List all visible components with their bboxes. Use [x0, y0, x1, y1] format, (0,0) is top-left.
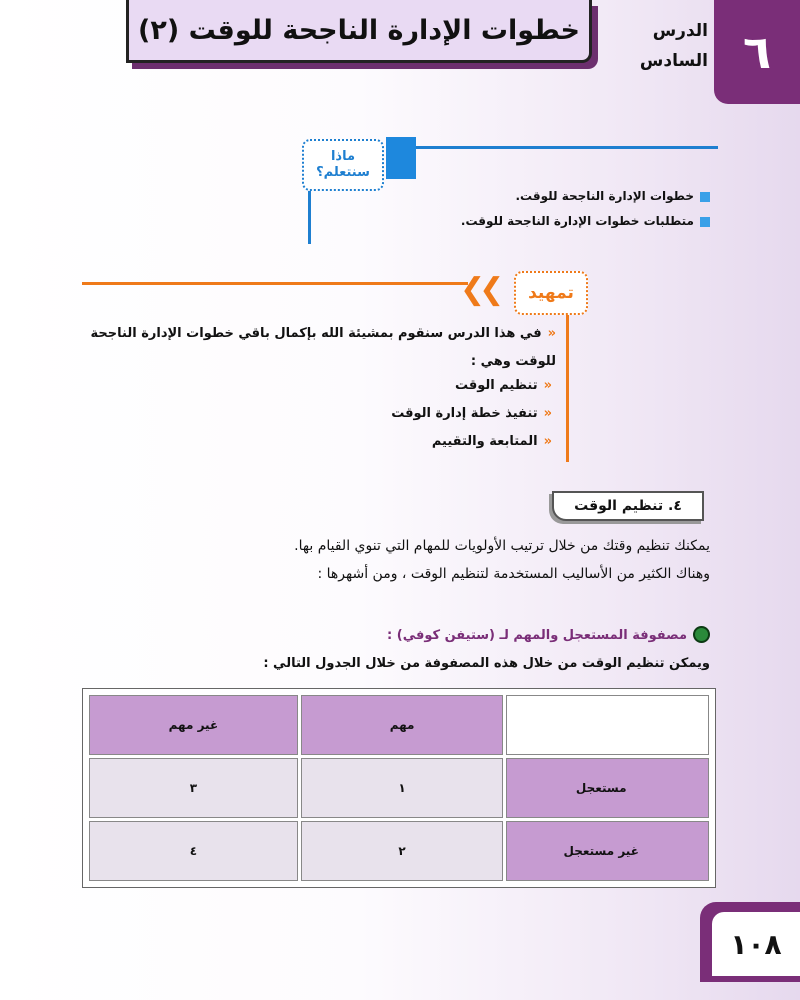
square-bullet-icon: [700, 217, 710, 227]
intro-line1: «في هذا الدرس سنقوم بمشيئة الله بإكمال باقي خطوات الإدارة الناجحة: [90, 326, 556, 341]
green-circle-bullet-icon: [693, 626, 710, 643]
lesson-label-line2: السادس: [639, 51, 708, 71]
chevron-bullet-icon: «: [547, 326, 556, 341]
table-row-header: غير مستعجل: [506, 821, 709, 881]
matrix-intro: ويمكن تنظيم الوقت من خلال هذه المصفوفة من خلال الجدول التالي :: [263, 656, 710, 671]
lesson-label: [620, 16, 708, 76]
matrix-heading: مصفوفة المستعجل والمهم لـ (ستيفن كوفي) :: [300, 624, 710, 643]
intro-step: «تنظيم الوقت: [454, 378, 552, 393]
square-bullet-icon: [700, 192, 710, 202]
title-banner: [126, 0, 592, 63]
learn-item: متطلبات خطوات الإدارة الناجحة للوقت.: [330, 214, 710, 228]
section-paragraph-1: يمكنك تنظيم وقتك من خلال ترتيب الأولويات للمهام التي تنوي القيام بها.: [294, 538, 710, 554]
learn-label-line2: سنتعلم؟: [316, 165, 370, 180]
double-chevron-icon: ❮❮: [460, 272, 499, 307]
table-cell: ٣: [89, 758, 298, 818]
lesson-number-tab: [714, 0, 800, 104]
learn-label-box: [302, 139, 384, 191]
intro-side-line: [566, 310, 569, 462]
table-column-header: مهم: [301, 695, 504, 755]
table-column-header: غير مهم: [89, 695, 298, 755]
intro-label-box: [514, 271, 588, 315]
intro-step: «تنفيذ خطة إدارة الوقت: [391, 406, 552, 421]
table-cell: ٤: [89, 821, 298, 881]
page-number: ١٠٨: [712, 912, 800, 976]
lesson-number: ٦: [742, 25, 772, 79]
chevron-bullet-icon: «: [543, 434, 552, 449]
intro-label: تمهيد: [528, 283, 574, 303]
intro-line2: للوقت وهي :: [470, 354, 556, 369]
chevron-bullet-icon: «: [543, 406, 552, 421]
table-row: [89, 758, 709, 818]
table-corner-cell: [506, 695, 709, 755]
section-paragraph-2: وهناك الكثير من الأساليب المستخدمة لتنظيم الوقت ، ومن أشهرها :: [317, 566, 710, 582]
table-row-header: مستعجل: [506, 758, 709, 818]
lesson-label-line1: الدرس: [652, 21, 708, 41]
learn-side-line: [308, 186, 311, 244]
lesson-title: خطوات الإدارة الناجحة للوقت (٢): [138, 14, 580, 46]
intro-step: «المتابعة والتقييم: [431, 434, 552, 449]
table-header-row: [89, 695, 709, 755]
table-row: [89, 821, 709, 881]
learn-top-line: [416, 146, 718, 149]
table-cell: ٢: [301, 821, 504, 881]
section-heading: ٤. تنظيم الوقت: [552, 491, 704, 521]
priority-matrix-table: [82, 688, 716, 888]
learn-item: خطوات الإدارة الناجحة للوقت.: [330, 189, 710, 203]
table-cell: ١: [301, 758, 504, 818]
chevron-bullet-icon: «: [543, 378, 552, 393]
learn-label-line1: ماذا: [330, 149, 356, 164]
learn-square-icon: [386, 137, 416, 179]
intro-top-line: [82, 282, 468, 285]
